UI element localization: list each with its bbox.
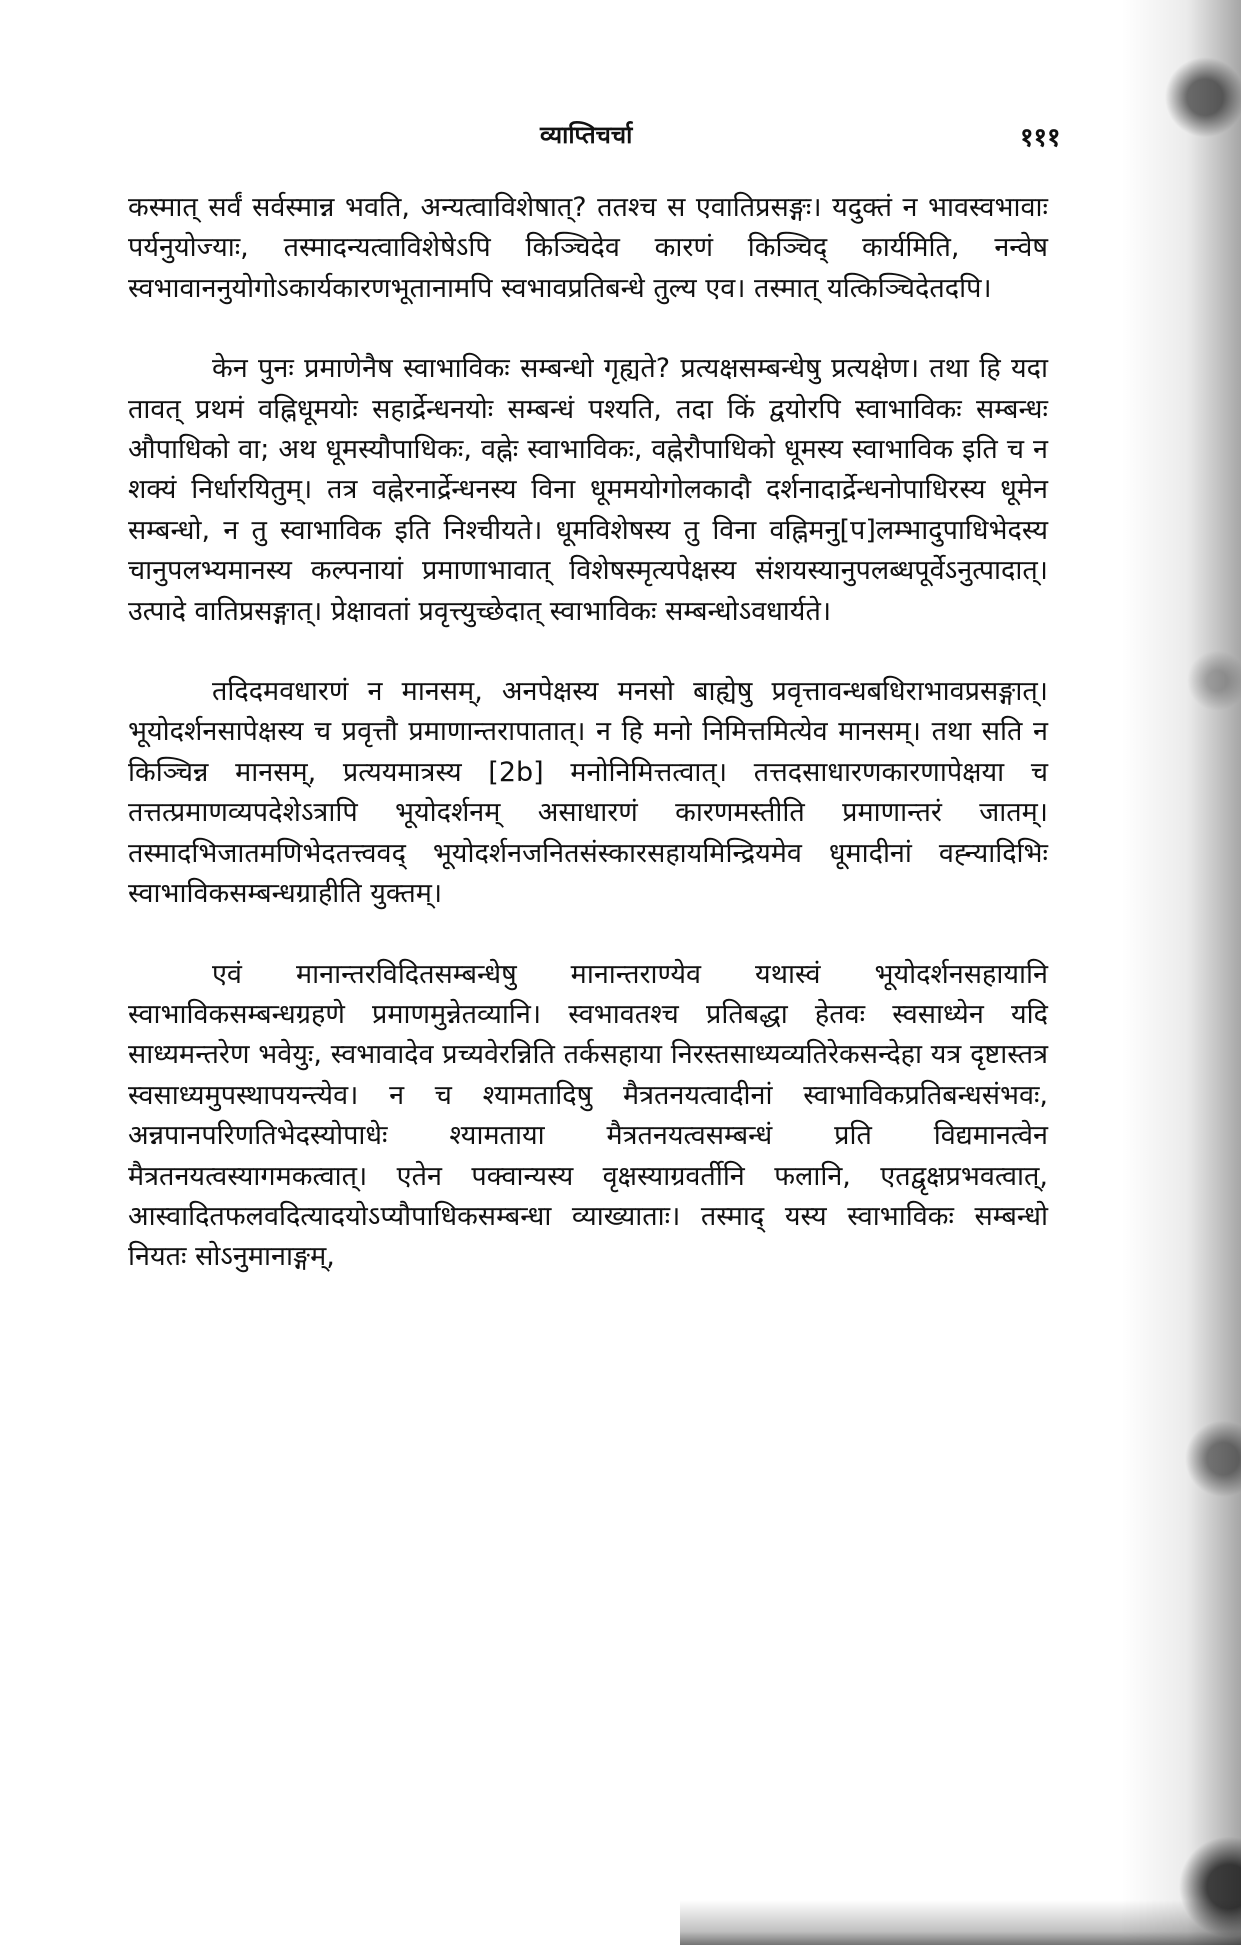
paragraph-1: कस्मात् सर्वं सर्वस्मान्न भवति, अन्यत्वाविशेषात्? ततश्च स एवातिप्रसङ्गः। यदुक्तं न भावस्वभावाः पर्यनुयोज्याः, तस्मादन्यत्वाविशेषेऽपि किञ्चिदेव कारणं किञ्चिद् कार्यमिति, नन्वेष स्वभावाननुयोगोऽकार्यकारणभूतानामपि स्वभावप्रतिबन्धे तुल्य एव। तस्मात् यत्किञ्चिदेतदपि। [128,192,1048,304]
page-number: १११ [1020,123,1061,153]
paragraph-2: केन पुनः प्रमाणेनैष स्वाभाविकः सम्बन्धो गृह्यते? प्रत्यक्षसम्बन्धेषु प्रत्यक्षेण। तथा हि यदा तावत् प्रथमं वह्निधूमयोः सहार्द्रेन्धनयोः सम्बन्धं पश्यति, तदा किं द्वयोरपि स्वाभाविकः सम्बन्धः औपाधिको वा; अथ धूमस्यौपाधिकः, वह्नेः स्वाभाविकः, वह्नेरौपाधिको धूमस्य स्वाभाविक इति च न शक्यं निर्धारयितुम्। तत्र वह्नेरनार्द्रेन्धनस्य विना धूममयोगोलकादौ दर्शनादार्द्रेन्धनोपाधिरस्य धूमेन सम्बन्धो, न तु स्वाभाविक इति निश्चीयते। धूमविशेषस्य तु विना वह्निमनु[प]लम्भादुपाधिभेदस्य चानुपलभ्यमानस्य कल्पनायां प्रमाणाभावात् विशेषस्मृत्यपेक्षस्य संशयस्यानुपलब्धपूर्वेऽनुत्पादात्। उत्पादे वातिप्रसङ्गात्। प्रेक्षावतां प्रवृत्त्युच्छेदात् स्वाभाविकः सम्बन्धोऽवधार्यते। [128,353,1048,627]
scan-bottom-shadow [680,1900,1241,1945]
page-header [0,118,1241,158]
paragraph-3: तदिदमवधारणं न मानसम्, अनपेक्षस्य मनसो बाह्येषु प्रवृत्तावन्धबधिराभावप्रसङ्गात्। भूयोदर्शनसापेक्षस्य च प्रवृत्तौ प्रमाणान्तरापातात्। न हि मनो निमित्तमित्येव मानसम्। तथा सति न किञ्चिन्न मानसम्, प्रत्ययमात्रस्य [2b] मनोनिमित्तत्वात्। तत्तदसाधारणकारणापेक्षया च तत्तत्प्रमाणव्यपदेशेऽत्रापि भूयोदर्शनम् असाधारणं कारणमस्तीति प्रमाणान्तरं जातम्। तस्मादभिजातमणिभेदतत्त्ववद् भूयोदर्शनजनितसंस्कारसहायमिन्द्रियमेव धूमादीनां वह्न्यादिभिः स्वाभाविकसम्बन्धग्राहीति युक्तम्। [128,676,1049,910]
paragraph-4: एवं मानान्तरविदितसम्बन्धेषु मानान्तराण्येव यथास्वं भूयोदर्शनसहायानि स्वाभाविकसम्बन्धग्रहणे प्रमाणमुन्नेतव्यानि। स्वभावतश्च प्रतिबद्धा हेतवः स्वसाध्येन यदि साध्यमन्तरेण भवेयुः, स्वभावादेव प्रच्यवेरन्निति तर्कसहाया निरस्तसाध्यव्यतिरेकसन्देहा यत्र दृष्टास्तत्र स्वसाध्यमुपस्थापयन्त्येव। न च श्यामतादिषु मैत्रतनयत्वादीनां स्वाभाविकप्रतिबन्धसंभवः, अन्नपानपरिणतिभेदस्योपाधेः श्यामताया मैत्रतनयत्वसम्बन्धं प्रति विद्यमानत्वेन मैत्रतनयत्वस्यागमकत्वात्। एतेन पक्वान्यस्य वृक्षस्याग्रवर्तीनि फलानि, एतद्वृक्षप्रभवत्वात्, आस्वादितफलवदित्यादयोऽप्यौपाधिकसम्बन्धा व्याख्याताः। तस्माद् यस्य स्वाभाविकः सम्बन्धो नियतः सोऽनुमानाङ्गम्, [128,958,1048,1273]
body-text [128,188,1048,1318]
running-head: व्याप्तिचर्चा [540,121,633,149]
scan-edge-shadow [1121,0,1241,1945]
